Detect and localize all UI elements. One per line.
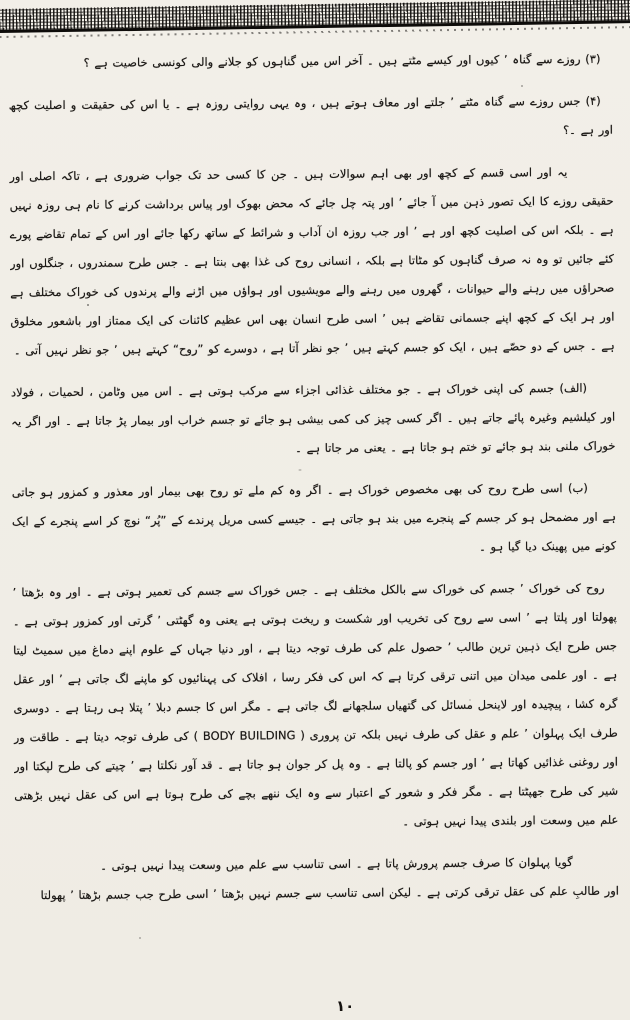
paragraph-alif-body-food: (الف) جسم کی اپنی خوراک ہے ۔ جو مختلف غذائی اجزاء سے مرکب ہوتی ہے ۔ اس میں وٹامن ، لحمیات ، فولاد اور کیلشیم وغیرہ پائے جاتے ہیں ۔ اگر کسی چیز کی کمی بیشی ہو جائے تو جسم خراب اور بیمار پڑ جاتا ہے ۔ اور اگر یہ خوراک ملنی بند ہو جائے تو ختم ہو جاتا ہے ۔ یعنی مر جاتا ہے ۔ (10, 380, 616, 456)
paragraph-student-wrestler: روح کی خوراک ’ جسم کی خوراک سے بالکل مختلف ہے ۔ جس خوراک سے جسم کی تعمیر ہوتی ہے ۔ اور وہ بڑھتا ’ پھولتا اور پلتا ہے ’ اسی سے روح کی تخریب اور شکست و ریخت ہوتی ہے یعنی وہ گھٹتی ’ گرتی اور کمزور ہوتی ہے ۔ جس طرح ایک ذہین ترین طالب ’ حصول علم کی طرف توجہ دیتا ہے ، اور دنیا جہاں کے علوم اپنے دماغ میں سمیٹ لیتا ہے ۔ اور علمی میدان میں اتنی ترقی کرتا ہے کہ اس کی فکر رسا ، افلاک کی پہنائیوں کو ماپنے لگ جاتی ہے ’ اور عقل گرہ کشا ، پیچیدہ اور لاینحل مسائل کی گتھیاں سلجھانے لگ جاتی ہے ۔ مگر اس کا جسم دبلا ’ پتلا ہی رہتا ہے ۔ دوسری طرف ایک پہلوان ’ علم و عقل کی طرف نہیں بلکہ تن پروری ( BODY BUILDING ) کی طرف توجہ دیتا ہے ۔ طاقت ور اور روغنی غذائیں کھاتا ہے ’ اور جسم کو پالتا ہے ۔ وہ پل کر جوان ہو جاتا ہے ۔ قد آور نکلتا ہے ’ چیتے کی طرح لپکتا اور شیر کی طرح جھپٹتا ہے ۔ مگر فکر و شعور کے اعتبار سے وہ ایک ننھے بچے کی طرح ہوتا ہے اس کی عقل نہیں بڑھتی علم میں وسعت اور بلندی پیدا نہیں ہوتی ۔ (12, 580, 619, 829)
paragraph-bay-soul-food: (ب) اسی طرح روح کی بھی مخصوص خوراک ہے ۔ اگر وہ کم ملے تو روح بھی بیمار اور معذور و کمزور ہو جاتی ہے اور مضمحل ہو کر جسم کے پنجرے میں بند ہو جاتی ہے ۔ جیسے کسی مریل پرندے کے ”پُر“ نوچ کر اسے پنجرے کے ایک کونے میں پھینک دیا گیا ہو ۔ (11, 480, 617, 554)
paragraph-question-3: (۳) روزے سے گناہ ’ کیوں اور کیسے مٹتے ہیں ۔ آخر اس میں گناہوں کو جلانے والی کونسی خاصیت ہے ؟ (83, 51, 601, 70)
paragraph-question-4: (۴) جس روزے سے گناہ مٹتے ’ جلتے اور معاف ہوتے ہیں ، وہ یہی روایتی روزہ ہے ۔ یا اس کی حقیقت و اصلیت کچھ اور ہے ۔؟ (8, 93, 614, 138)
paragraph-intro-body-soul: یہ اور اسی قسم کے کچھ اور بھی اہم سوالات ہیں ۔ جن کا کسی حد تک جواب ضروری ہے ، تاکہ اصلی اور حقیقی روزے کا ایک تصور ذہن میں آ جائے ’ اور پتہ چل جائے کہ محض بھوک اور پیاس برداشت کرنے کا نام ہی روزہ نہیں ہے ۔ بلکہ اس کی اصلیت کچھ اور ہے ’ اور جب روزہ ان آداب و شرائط کے ساتھ رکھا جائے اور اس کے تمام تقاضے پورے کئے جائیں تو وہ نہ صرف گناہوں کو مٹاتا ہے بلکہ ، انسانی روح کی غذا بھی بنتا ہے ۔ جس طرح سمندروں ، جنگلوں اور صحراؤں میں رہنے والے حیوانات ، گھروں میں رہنے والے مویشیوں اور ہواؤں میں اڑنے والے پرندوں کی خوراک مختلف ہے اور ہر ایک کے کچھ اپنے جسمانی تقاضے ہیں ’ اسی طرح انسان بھی اس عظیم کائنات کی ایک ممتاز اور باشعور مخلوق ہے ۔ جس کے دو حصّے ہیں ، ایک کو جسم کہتے ہیں ’ جو نظر آتا ہے ، دوسرے کو ”روح“ کہتے ہیں ’ جو نظر نہیں آتی ۔ (9, 165, 615, 358)
page-text-block (8, 45, 619, 989)
paragraph-student-summary: اور طالبِ علم کی عقل ترقی کرتی ہے ۔ لیکن اسی تناسب سے جسم نہیں بڑھتا ’ اسی طرح جب جسم بڑھتا ’ پھولتا (40, 883, 620, 903)
page-number: ۱۰ (336, 997, 355, 1015)
top-decorative-border (0, 0, 630, 33)
paragraph-wrestler-summary: گویا پہلوان کا صرف جسم پرورش پاتا ہے ۔ اسی تناسب سے علم میں وسعت پیدا نہیں ہوتی ۔ (100, 854, 573, 873)
